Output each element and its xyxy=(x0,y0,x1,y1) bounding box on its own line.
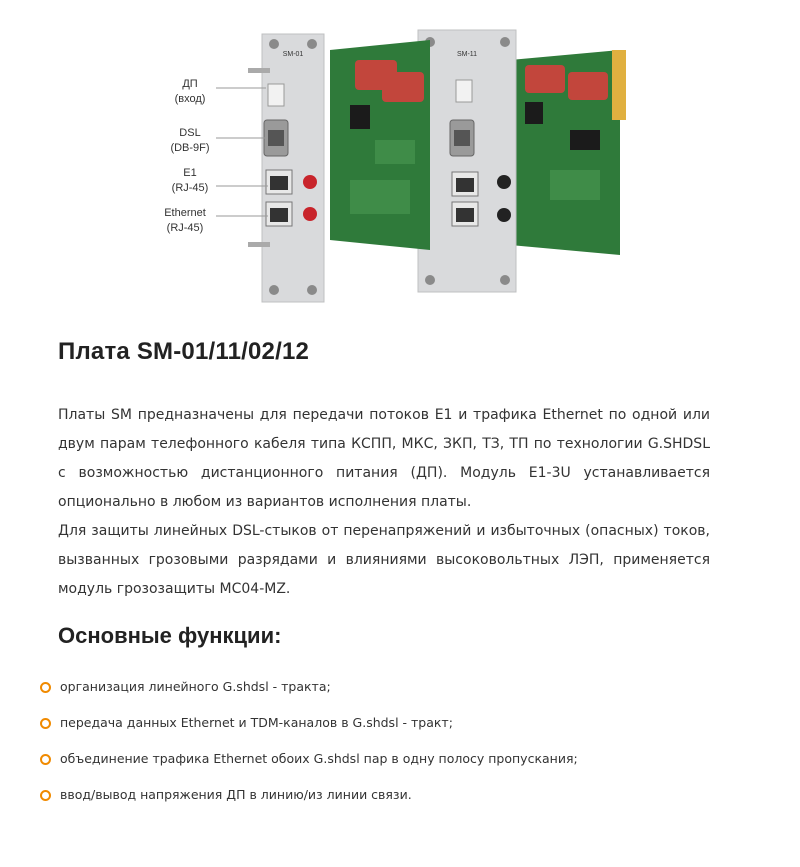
callout-e1 xyxy=(162,166,218,196)
description-paragraph: Платы SM предназначены для передачи потоков E1 и трафика Ethernet по одной или двум парам телефонного кабеля типа КСПП, МКС, ЗКП, ТЗ, ТП по технологии G.SHDSL с возможностью дистанционного питания (ДП). Модуль E1-3U устанавливается опционально в любом из вариантов исполнения платы. xyxy=(58,407,710,510)
functions-heading: Основные функции: xyxy=(58,623,282,648)
board-sm11 xyxy=(418,30,626,292)
callout-line1: E1 xyxy=(183,167,197,179)
callout-line2: (RJ-45) xyxy=(166,222,204,234)
description-paragraph: Для защиты линейных DSL-стыков от перенапряжений и избыточных (опасных) токов, вызванных грозовыми разрядами и влияниями высоковольтных ЛЭП, применяется модуль грозозащиты MC04-MZ. xyxy=(58,523,710,597)
functions-list xyxy=(40,672,578,816)
board-right-label: SM-11 xyxy=(456,51,478,58)
list-item xyxy=(40,780,578,816)
bullet-circle-icon xyxy=(40,790,51,801)
product-image xyxy=(150,20,640,305)
list-item-text: объединение трафика Ethernet обоих G.shdsl пар в одну полосу пропускания; xyxy=(60,751,578,766)
callout-dp xyxy=(162,77,218,107)
list-item xyxy=(40,744,578,780)
list-item-text: ввод/вывод напряжения ДП в линию/из линии связи. xyxy=(60,787,412,802)
callout-line1: DSL xyxy=(179,127,201,139)
list-item-text: передача данных Ethernet и TDM-каналов в G.shdsl - тракт; xyxy=(60,715,453,730)
list-item xyxy=(40,708,578,744)
page-title: Плата SM-01/11/02/12 xyxy=(58,338,310,365)
bullet-circle-icon xyxy=(40,682,51,693)
list-item-text: организация линейного G.shdsl - тракта; xyxy=(60,679,331,694)
callout-lines xyxy=(216,88,268,216)
board-left-label: SM-01 xyxy=(282,51,304,58)
callout-ethernet xyxy=(152,206,218,236)
list-item xyxy=(40,672,578,708)
callout-line1: ДП xyxy=(182,78,198,90)
callout-dsl xyxy=(162,126,218,156)
bullet-circle-icon xyxy=(40,754,51,765)
description xyxy=(58,401,710,604)
board-sm01 xyxy=(248,34,430,302)
callout-line2: (DB-9F) xyxy=(170,142,210,154)
bullet-circle-icon xyxy=(40,718,51,729)
callout-line2: (RJ-45) xyxy=(171,182,209,194)
callout-line2: (вход) xyxy=(174,93,206,105)
callout-line1: Ethernet xyxy=(164,207,206,219)
